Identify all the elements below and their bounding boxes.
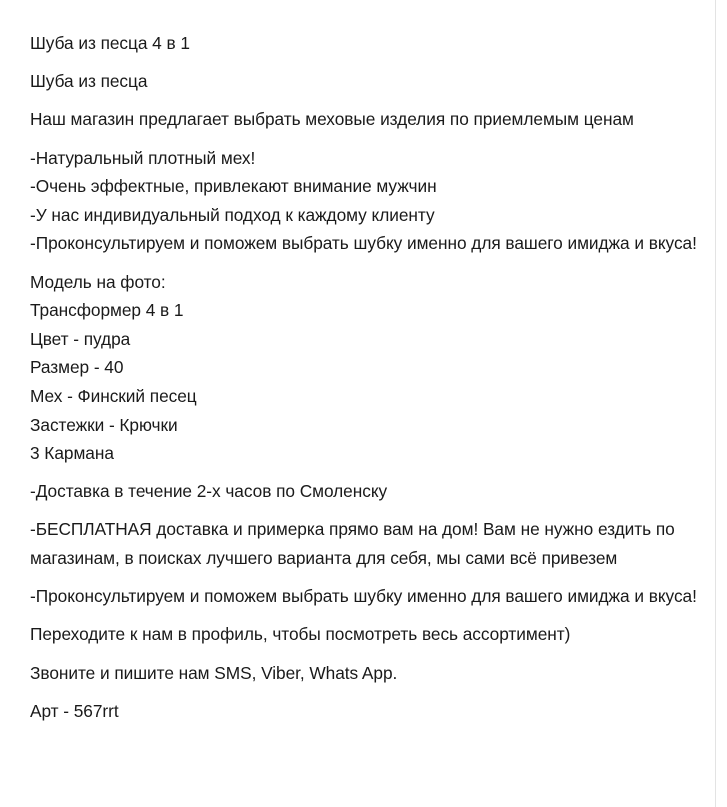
model-type: Трансформер 4 в 1 (30, 300, 184, 321)
model-clasps: Застежки - Крючки (30, 414, 178, 435)
model-pockets: 3 Кармана (30, 443, 114, 464)
model-fur: Мех - Финский песец (30, 385, 197, 406)
profile-cta-paragraph (30, 620, 710, 649)
consult-text: -Проконсультируем и поможем выбрать шубку именно для вашего имиджа и вкуса! (30, 586, 697, 607)
contact-text: Звоните и пишите нам SMS, Viber, Whats App. (30, 662, 398, 683)
post-subtitle-paragraph (30, 67, 710, 96)
delivery-text: -Доставка в течение 2-х часов по Смоленску (30, 481, 388, 502)
feature-item: -Проконсультируем и поможем выбрать шубку именно для вашего имиджа и вкуса! (30, 233, 697, 254)
model-color: Цвет - пудра (30, 328, 131, 349)
feature-item: -Натуральный плотный мех! (30, 147, 256, 168)
intro-text: Наш магазин предлагает выбрать меховые изделия по приемлемым ценам (30, 109, 634, 130)
post-subtitle: Шуба из песца (30, 71, 148, 92)
contact-paragraph (30, 659, 710, 688)
consult-paragraph (30, 582, 710, 611)
feature-item: -У нас индивидуальный подход к каждому клиенту (30, 204, 435, 225)
model-details-paragraph (30, 268, 710, 468)
delivery-paragraph (30, 477, 710, 506)
free-delivery-text: -БЕСПЛАТНАЯ доставка и примерка прямо вам на дом! Вам не нужно ездить по магазинам, в поисках лучшего варианта для себя, мы сами всё привезем (30, 519, 675, 569)
post-title-paragraph (30, 29, 710, 58)
article-paragraph (30, 697, 710, 726)
post-title: Шуба из песца 4 в 1 (30, 33, 190, 53)
article-number: Арт - 567rrt (30, 700, 119, 721)
feature-item: -Очень эффектные, привлекают внимание мужчин (30, 176, 437, 197)
profile-cta-text: Переходите к нам в профиль, чтобы посмотреть весь ассортимент) (30, 624, 571, 645)
features-paragraph (30, 144, 710, 258)
intro-paragraph (30, 105, 710, 134)
free-delivery-paragraph (30, 515, 710, 572)
post-text (30, 29, 710, 735)
model-size: Размер - 40 (30, 357, 124, 378)
model-heading: Модель на фото: (30, 271, 166, 292)
